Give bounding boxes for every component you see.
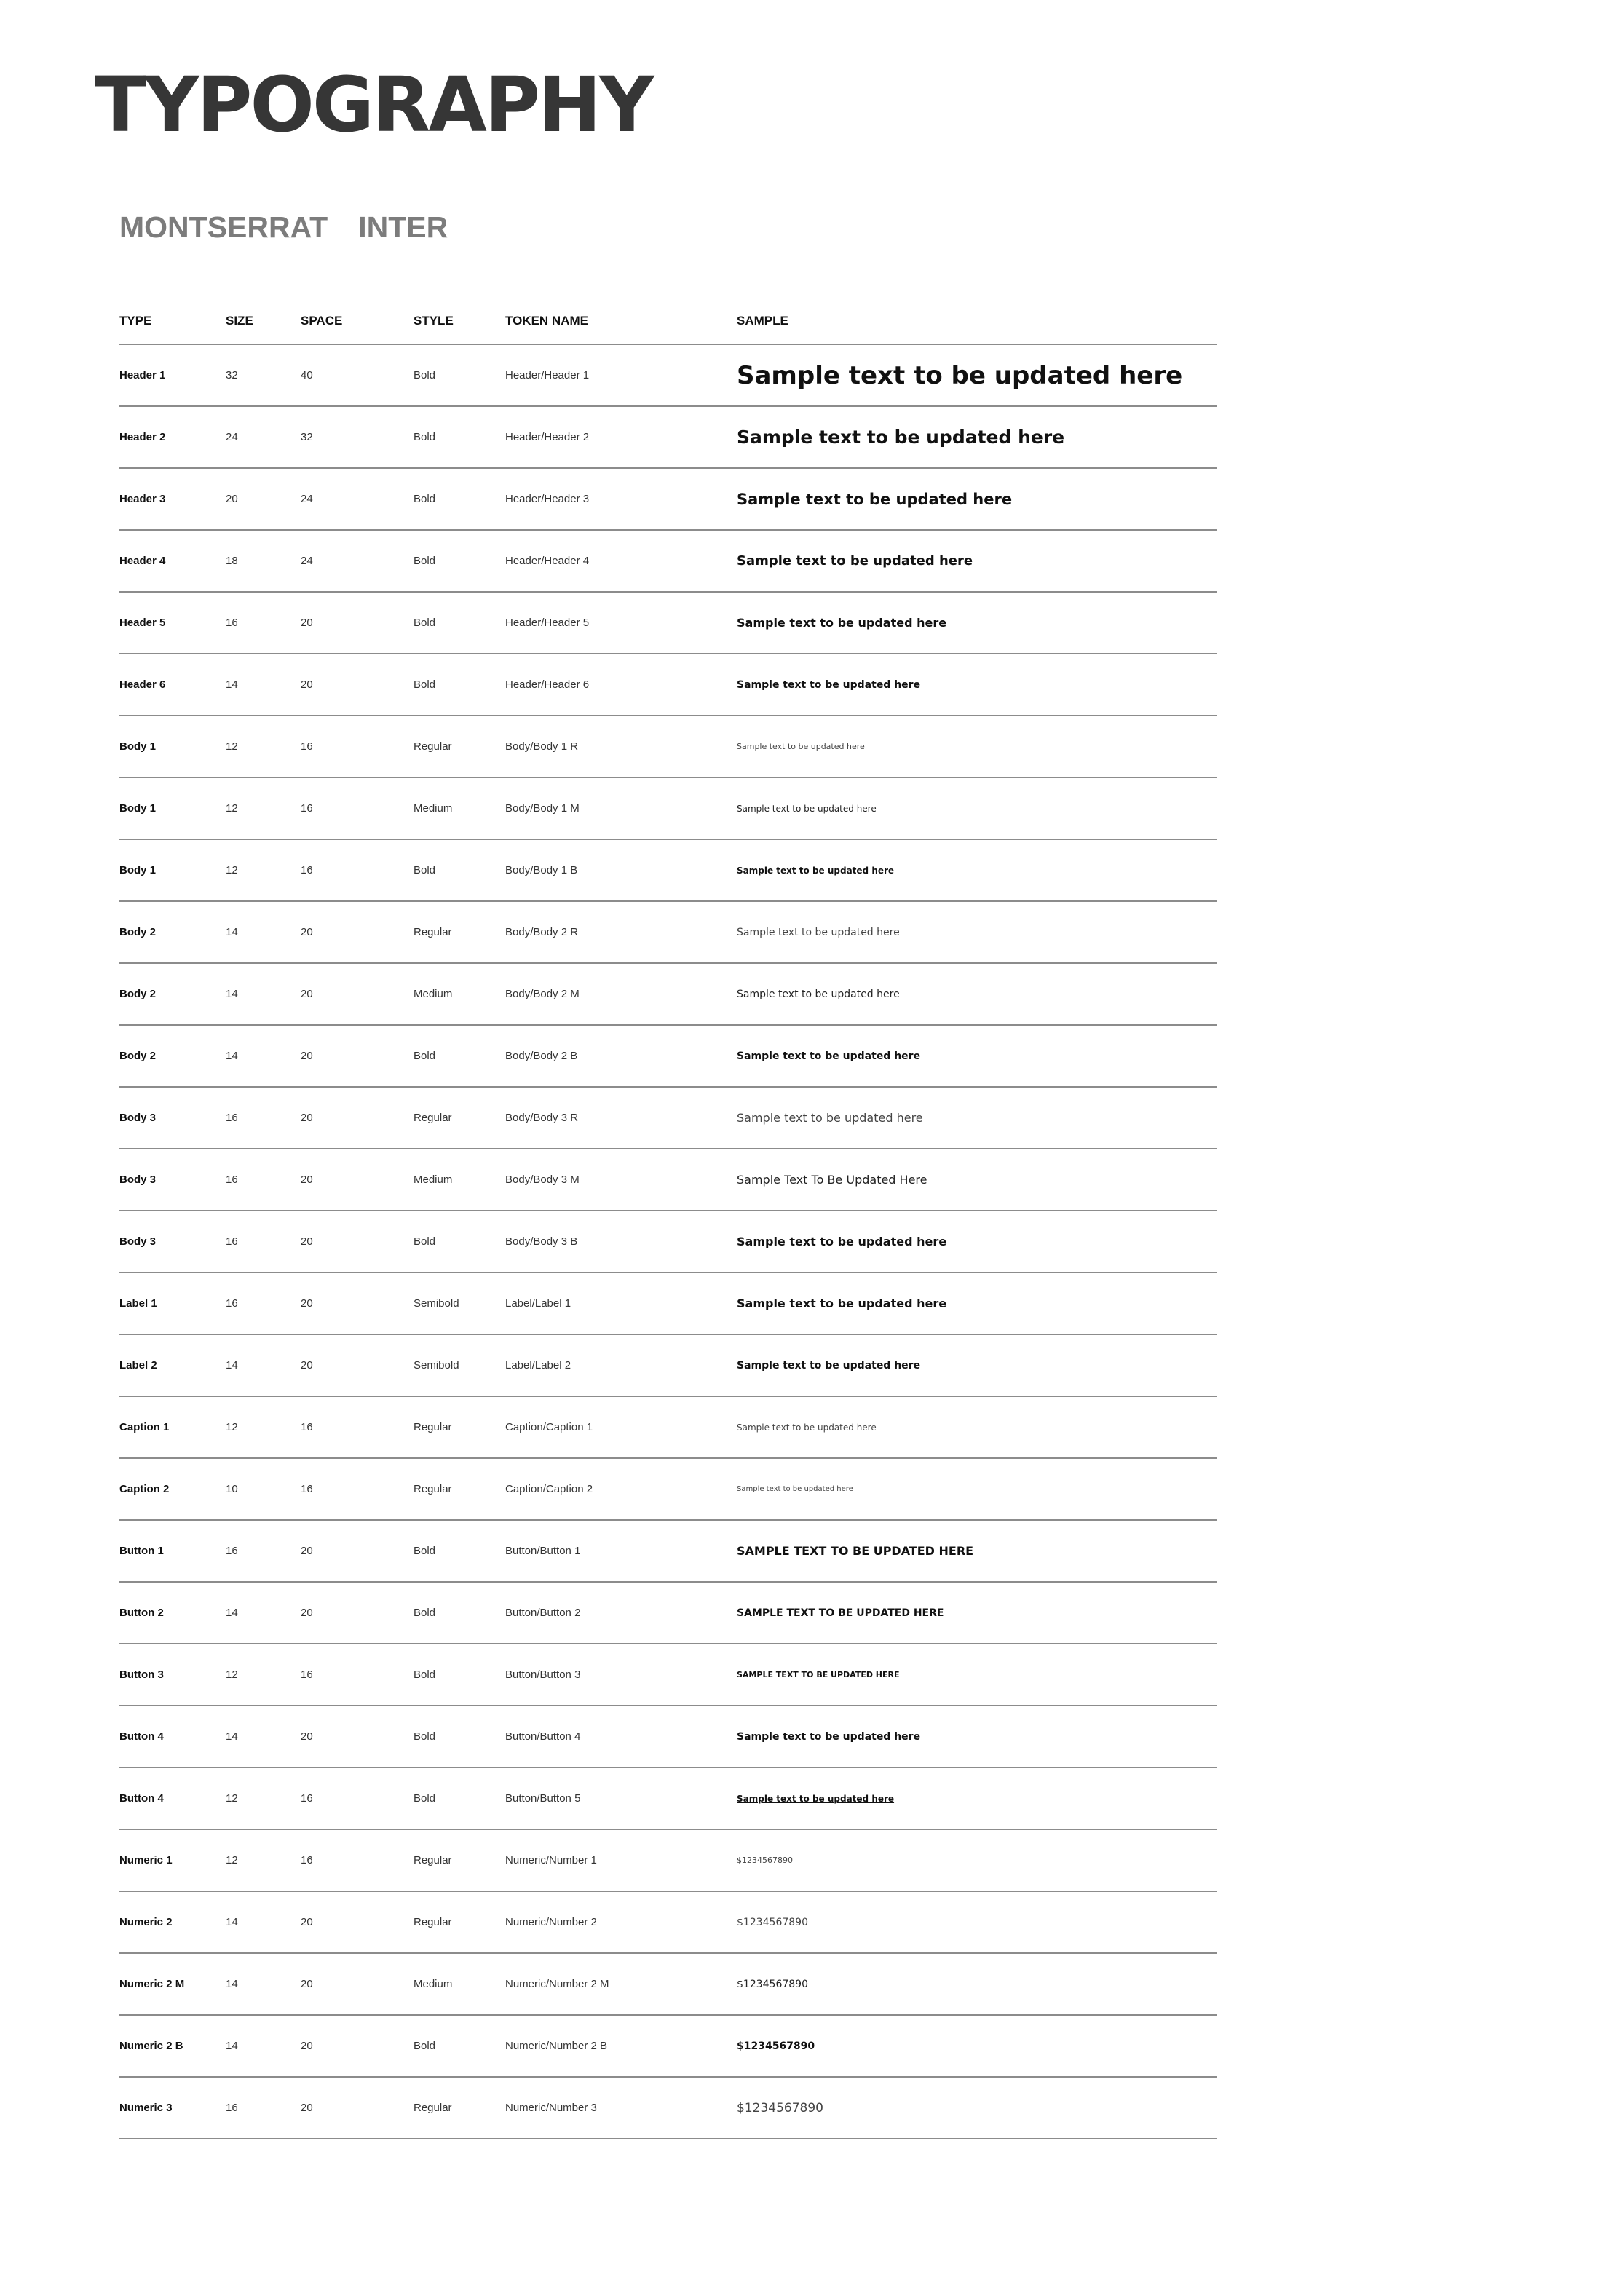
row-space: 20 [301, 617, 313, 629]
row-type: Header 3 [119, 493, 166, 505]
row-space: 20 [301, 1978, 313, 1990]
table-body [119, 345, 1217, 2139]
row-token-name: Numeric/Number 1 [505, 1854, 597, 1867]
row-sample-text: Sample text to be updated here [737, 1050, 921, 1062]
row-sample-text: Sample text to be updated here [737, 742, 865, 751]
row-token-name: Button/Button 2 [505, 1607, 581, 1619]
row-sample-text: SAMPLE TEXT TO BE UPDATED HERE [737, 1607, 944, 1619]
table-row [119, 1149, 1217, 1211]
row-token-name: Label/Label 1 [505, 1297, 571, 1310]
row-space: 20 [301, 1297, 313, 1310]
row-space: 16 [301, 802, 313, 815]
table-row [119, 654, 1217, 716]
table-row [119, 345, 1217, 407]
table-row [119, 1335, 1217, 1397]
row-token-name: Body/Body 1 M [505, 802, 580, 815]
row-size: 16 [226, 2102, 238, 2114]
row-style: Bold [414, 864, 436, 876]
row-space: 20 [301, 926, 313, 938]
row-space: 32 [301, 431, 313, 443]
row-size: 12 [226, 802, 238, 815]
row-type: Header 1 [119, 369, 166, 381]
table-row [119, 964, 1217, 1026]
row-token-name: Numeric/Number 2 [505, 1916, 597, 1928]
row-size: 16 [226, 1112, 238, 1124]
row-sample-text: $1234567890 [737, 1978, 808, 1990]
row-type: Numeric 1 [119, 1854, 173, 1867]
row-token-name: Button/Button 5 [505, 1792, 581, 1805]
row-token-name: Body/Body 3 R [505, 1112, 579, 1124]
row-style: Bold [414, 555, 436, 567]
row-sample-text: Sample text to be updated here [737, 490, 1013, 508]
row-size: 24 [226, 431, 238, 443]
row-style: Semibold [414, 1359, 459, 1371]
row-token-name: Body/Body 1 R [505, 740, 579, 753]
row-size: 12 [226, 1421, 238, 1433]
row-space: 24 [301, 555, 313, 567]
row-style: Medium [414, 988, 453, 1000]
row-type: Body 2 [119, 988, 157, 1000]
row-size: 14 [226, 1607, 238, 1619]
row-token-name: Button/Button 3 [505, 1668, 581, 1681]
row-sample-text: Sample text to be updated here [737, 865, 895, 876]
row-token-name: Header/Header 6 [505, 678, 590, 691]
table-row [119, 407, 1217, 469]
row-style: Bold [414, 369, 436, 381]
row-style: Bold [414, 1792, 436, 1805]
row-sample-text: Sample Text To Be Updated Here [737, 1173, 927, 1187]
tab-montserrat[interactable]: MONTSERRAT [119, 210, 328, 244]
row-style: Bold [414, 431, 436, 443]
row-type: Button 1 [119, 1545, 164, 1557]
row-type: Numeric 3 [119, 2102, 173, 2114]
table-row [119, 1273, 1217, 1335]
row-style: Bold [414, 493, 436, 505]
table-row [119, 1954, 1217, 2016]
row-space: 40 [301, 369, 313, 381]
row-size: 14 [226, 2040, 238, 2052]
row-sample-text: Sample text to be updated here [737, 803, 877, 814]
row-sample-text: Sample text to be updated here [737, 1793, 895, 1804]
row-space: 20 [301, 1916, 313, 1928]
row-type: Button 3 [119, 1668, 164, 1681]
row-token-name: Numeric/Number 2 B [505, 2040, 608, 2052]
row-type: Caption 2 [119, 1483, 170, 1495]
row-style: Regular [414, 926, 452, 938]
row-style: Regular [414, 1112, 452, 1124]
table-row [119, 1521, 1217, 1583]
row-style: Bold [414, 1730, 436, 1743]
row-size: 14 [226, 1359, 238, 1371]
row-space: 20 [301, 1359, 313, 1371]
row-type: Body 3 [119, 1235, 157, 1248]
row-style: Semibold [414, 1297, 459, 1310]
row-space: 16 [301, 1421, 313, 1433]
column-header-size: SIZE [226, 314, 253, 328]
column-header-type: TYPE [119, 314, 152, 328]
row-size: 12 [226, 1668, 238, 1681]
row-type: Header 5 [119, 617, 166, 629]
row-space: 20 [301, 1173, 313, 1186]
table-row [119, 593, 1217, 654]
row-sample-text: Sample text to be updated here [737, 1235, 947, 1248]
row-size: 16 [226, 1297, 238, 1310]
row-size: 14 [226, 988, 238, 1000]
row-token-name: Body/Body 1 B [505, 864, 578, 876]
row-token-name: Header/Header 3 [505, 493, 590, 505]
row-size: 16 [226, 617, 238, 629]
row-token-name: Numeric/Number 2 M [505, 1978, 609, 1990]
column-header-style: STYLE [414, 314, 454, 328]
column-header-space: SPACE [301, 314, 343, 328]
row-sample-text: $1234567890 [737, 2040, 815, 2052]
row-token-name: Body/Body 2 R [505, 926, 579, 938]
row-size: 12 [226, 1792, 238, 1805]
row-sample-text: Sample text to be updated here [737, 616, 947, 630]
table-row [119, 778, 1217, 840]
row-style: Bold [414, 1235, 436, 1248]
row-space: 20 [301, 2040, 313, 2052]
table-row [119, 1459, 1217, 1521]
row-style: Bold [414, 1545, 436, 1557]
row-type: Body 2 [119, 1050, 157, 1062]
row-type: Body 1 [119, 802, 157, 815]
row-token-name: Header/Header 4 [505, 555, 590, 567]
row-type: Numeric 2 [119, 1916, 173, 1928]
row-type: Body 3 [119, 1173, 157, 1186]
row-space: 16 [301, 1668, 313, 1681]
row-style: Bold [414, 617, 436, 629]
row-type: Body 2 [119, 926, 157, 938]
row-token-name: Caption/Caption 1 [505, 1421, 593, 1433]
row-space: 16 [301, 1854, 313, 1867]
row-token-name: Numeric/Number 3 [505, 2102, 597, 2114]
row-space: 20 [301, 1050, 313, 1062]
row-size: 16 [226, 1545, 238, 1557]
row-style: Regular [414, 2102, 452, 2114]
row-space: 20 [301, 1730, 313, 1743]
row-type: Header 2 [119, 431, 166, 443]
row-style: Medium [414, 1978, 453, 1990]
row-style: Medium [414, 1173, 453, 1186]
row-size: 18 [226, 555, 238, 567]
row-style: Regular [414, 1421, 452, 1433]
row-sample-text: Sample text to be updated here [737, 678, 921, 691]
row-sample-text: Sample text to be updated here [737, 988, 900, 1000]
row-style: Bold [414, 678, 436, 691]
row-style: Regular [414, 1854, 452, 1867]
row-token-name: Body/Body 3 B [505, 1235, 578, 1248]
row-space: 20 [301, 1112, 313, 1124]
row-space: 20 [301, 988, 313, 1000]
row-sample-text: Sample text to be updated here [737, 1111, 923, 1125]
row-size: 14 [226, 1730, 238, 1743]
row-sample-text: SAMPLE TEXT TO BE UPDATED HERE [737, 1544, 974, 1558]
column-header-sample: SAMPLE [737, 314, 788, 328]
row-type: Header 4 [119, 555, 166, 567]
row-space: 20 [301, 678, 313, 691]
row-token-name: Header/Header 2 [505, 431, 590, 443]
row-size: 12 [226, 864, 238, 876]
row-token-name: Body/Body 2 M [505, 988, 580, 1000]
row-sample-text: Sample text to be updated here [737, 1730, 921, 1743]
row-sample-text: Sample text to be updated here [737, 1359, 921, 1371]
row-size: 10 [226, 1483, 238, 1495]
row-type: Caption 1 [119, 1421, 170, 1433]
table-row [119, 531, 1217, 593]
row-type: Button 4 [119, 1792, 164, 1805]
row-type: Body 3 [119, 1112, 157, 1124]
row-type: Body 1 [119, 740, 157, 753]
row-size: 14 [226, 678, 238, 691]
row-size: 16 [226, 1173, 238, 1186]
row-size: 32 [226, 369, 238, 381]
row-token-name: Button/Button 4 [505, 1730, 581, 1743]
row-type: Label 2 [119, 1359, 157, 1371]
row-token-name: Caption/Caption 2 [505, 1483, 593, 1495]
row-token-name: Body/Body 2 B [505, 1050, 578, 1062]
row-space: 16 [301, 1792, 313, 1805]
table-row [119, 1583, 1217, 1644]
page-title: TYPOGRAPHY [95, 60, 652, 149]
row-style: Bold [414, 1668, 436, 1681]
table-row [119, 1026, 1217, 1088]
font-family-tabs [119, 210, 448, 244]
row-type: Header 6 [119, 678, 166, 691]
row-token-name: Body/Body 3 M [505, 1173, 580, 1186]
row-size: 20 [226, 493, 238, 505]
row-size: 14 [226, 1916, 238, 1928]
row-space: 24 [301, 493, 313, 505]
row-space: 16 [301, 740, 313, 753]
row-type: Body 1 [119, 864, 157, 876]
row-size: 12 [226, 1854, 238, 1867]
row-space: 16 [301, 1483, 313, 1495]
row-size: 14 [226, 1978, 238, 1990]
table-row [119, 2016, 1217, 2078]
row-sample-text: SAMPLE TEXT TO BE UPDATED HERE [737, 1670, 900, 1679]
row-sample-text: Sample text to be updated here [737, 1297, 947, 1310]
row-space: 20 [301, 2102, 313, 2114]
typography-table [119, 298, 1217, 2139]
table-row [119, 1830, 1217, 1892]
row-sample-text: Sample text to be updated here [737, 553, 973, 569]
table-row [119, 902, 1217, 964]
row-type: Numeric 2 B [119, 2040, 183, 2052]
row-style: Regular [414, 1483, 452, 1495]
row-style: Bold [414, 1607, 436, 1619]
row-sample-text: $1234567890 [737, 2100, 823, 2115]
column-header-token-name: TOKEN NAME [505, 314, 588, 328]
row-space: 20 [301, 1235, 313, 1248]
row-sample-text: Sample text to be updated here [737, 427, 1065, 448]
row-style: Bold [414, 1050, 436, 1062]
row-token-name: Header/Header 5 [505, 617, 590, 629]
row-style: Bold [414, 2040, 436, 2052]
row-size: 16 [226, 1235, 238, 1248]
table-row [119, 1706, 1217, 1768]
row-sample-text: Sample text to be updated here [737, 1485, 853, 1493]
row-sample-text: $1234567890 [737, 1916, 808, 1928]
table-row [119, 1892, 1217, 1954]
table-row [119, 1397, 1217, 1459]
row-type: Button 2 [119, 1607, 164, 1619]
table-row [119, 2078, 1217, 2139]
table-row [119, 840, 1217, 902]
table-row [119, 1088, 1217, 1149]
table-row [119, 716, 1217, 778]
row-token-name: Header/Header 1 [505, 369, 590, 381]
row-sample-text: Sample text to be updated here [737, 360, 1183, 390]
row-token-name: Button/Button 1 [505, 1545, 581, 1557]
tab-inter[interactable]: INTER [358, 210, 448, 244]
row-sample-text: Sample text to be updated here [737, 926, 900, 938]
table-row [119, 1644, 1217, 1706]
row-size: 14 [226, 926, 238, 938]
table-header-row [119, 298, 1217, 345]
row-sample-text: $1234567890 [737, 1856, 793, 1865]
row-space: 20 [301, 1607, 313, 1619]
row-size: 12 [226, 740, 238, 753]
row-style: Regular [414, 740, 452, 753]
row-token-name: Label/Label 2 [505, 1359, 571, 1371]
row-style: Regular [414, 1916, 452, 1928]
row-type: Button 4 [119, 1730, 164, 1743]
table-row [119, 1211, 1217, 1273]
row-size: 14 [226, 1050, 238, 1062]
row-style: Medium [414, 802, 453, 815]
table-row [119, 469, 1217, 531]
row-type: Numeric 2 M [119, 1978, 185, 1990]
row-sample-text: Sample text to be updated here [737, 1422, 877, 1433]
table-row [119, 1768, 1217, 1830]
row-space: 20 [301, 1545, 313, 1557]
row-type: Label 1 [119, 1297, 157, 1310]
row-space: 16 [301, 864, 313, 876]
